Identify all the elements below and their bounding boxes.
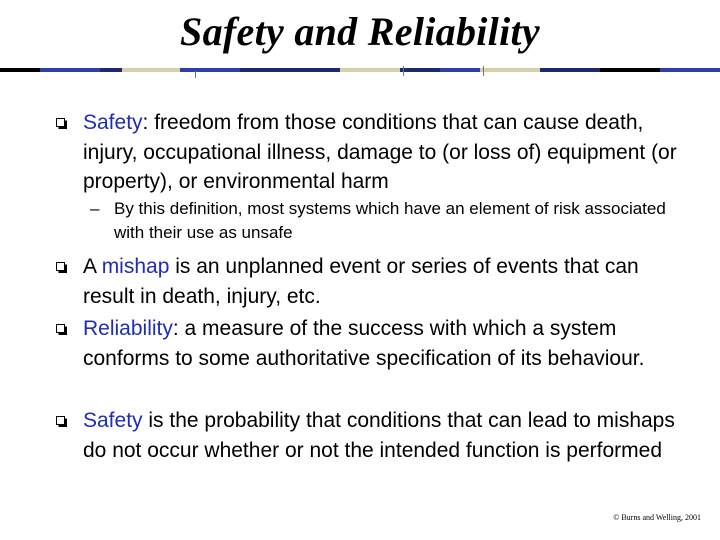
- slide-title: Safety and Reliability: [180, 9, 540, 54]
- bullet-text: Reliability: a measure of the success with which a system conforms to some authoritative specification of its behaviour.: [83, 317, 645, 370]
- term-safety: Safety: [83, 111, 143, 134]
- dash-marker: –: [90, 199, 100, 218]
- decorative-title-bar: [0, 66, 720, 78]
- bullet-text: Safety: freedom from those conditions that can cause death, injury, occupational illness, damage to (or loss of) equipment (or property), or environmental harm: [83, 111, 677, 193]
- term-mishap: mishap: [101, 255, 170, 278]
- hollow-square-bullet-icon: [56, 118, 67, 129]
- hollow-square-bullet-icon: [56, 416, 67, 427]
- copyright-footer: © Burns and Welling, 2001: [613, 513, 701, 522]
- term-safety: Safety: [83, 409, 143, 432]
- bullet-text: Safety is the probability that conditions that can lead to mishaps do not occur whether or not the intended function is performed: [83, 409, 675, 462]
- bullet-text: A mishap is an unplanned event or series of events that can result in death, injury, etc.: [83, 255, 639, 308]
- term-reliability: Reliability: [83, 317, 173, 340]
- sub-bullet-text: By this definition, most systems which have an element of risk associated with their use as unsafe: [114, 199, 666, 242]
- hollow-square-bullet-icon: [56, 262, 67, 273]
- hollow-square-bullet-icon: [56, 324, 67, 335]
